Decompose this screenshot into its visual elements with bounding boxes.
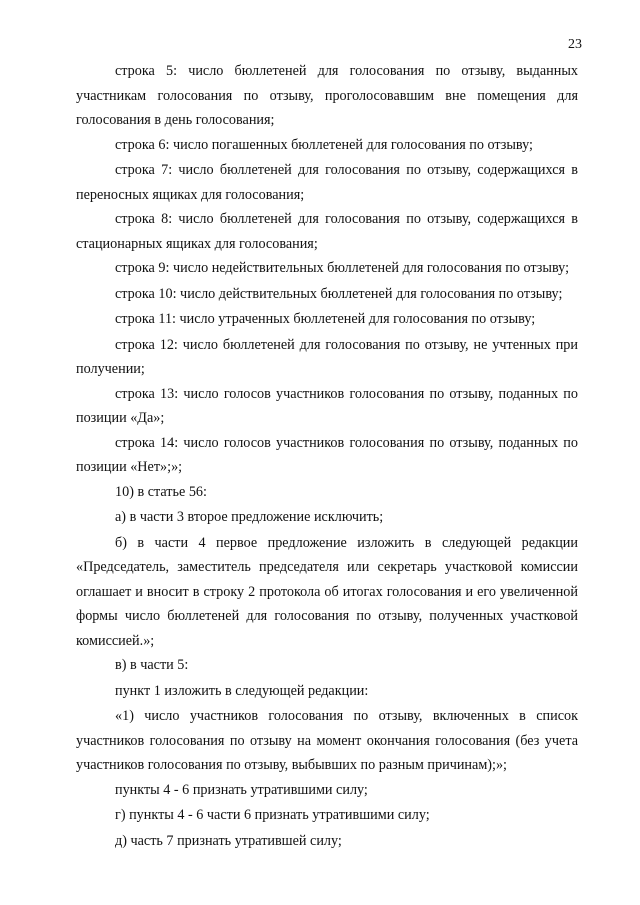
paragraph-item-a: а) в части 3 второе предложение исключить; [115,509,384,525]
paragraph-line-9: строка 9: число недействительных бюллетеней для голосования по отзыву; [115,260,570,276]
paragraph-line-7: строка 7: число бюллетеней для голосования по отзыву, содержащихся в переносных ящиках для голосования; [76,162,578,203]
paragraph-item-b: б) в части 4 первое предложение изложить в следующей редакции «Председатель, заместитель председателя или секретарь участковой комиссии оглашает и вносит в строку 2 протокола об итогах голосования и его увеличенной формы число бюллетеней для голосования по отзыву, полученных участковой комиссией.»; [76,534,578,649]
page-number: 23 [568,37,582,52]
paragraph-item-v: в) в части 5: [115,657,189,673]
paragraph-line-14: строка 14: число голосов участников голосования по отзыву, поданных по позиции «Нет»;»; [76,434,578,475]
paragraph-line-12: строка 12: число бюллетеней для голосования по отзыву, не учтенных при получении; [76,336,578,377]
document-body [76,59,578,853]
paragraph-point-1-intro: пункт 1 изложить в следующей редакции: [115,682,369,699]
paragraph-line-5: строка 5: число бюллетеней для голосования по отзыву, выданных участникам голосования по отзыву, проголосовавшим вне помещения для голосования в день голосования; [76,63,578,128]
paragraph-line-6: строка 6: число погашенных бюллетеней для голосования по отзыву; [115,136,533,153]
paragraph-points-4-6: пункты 4 - 6 признать утратившими силу; [115,781,368,798]
paragraph-line-8: строка 8: число бюллетеней для голосования по отзыву, содержащихся в стационарных ящиках для голосования; [76,211,578,252]
paragraph-line-10: строка 10: число действительных бюллетеней для голосования по отзыву; [115,285,563,302]
paragraph-line-11: строка 11: число утраченных бюллетеней для голосования по отзыву; [115,311,536,327]
paragraph-line-13: строка 13: число голосов участников голосования по отзыву, поданных по позиции «Да»; [76,385,578,426]
paragraph-point-1-text: «1) число участников голосования по отзыву, включенных в список участников голосования по отзыву на момент окончания голосования (без учета участников голосования по отзыву, выбывших по разным причинам);»; [76,708,578,773]
paragraph-item-10: 10) в статье 56: [115,483,207,500]
paragraph-item-d: д) часть 7 признать утратившей силу; [115,832,342,849]
paragraph-item-g: г) пункты 4 - 6 части 6 признать утратившими силу; [115,807,430,823]
